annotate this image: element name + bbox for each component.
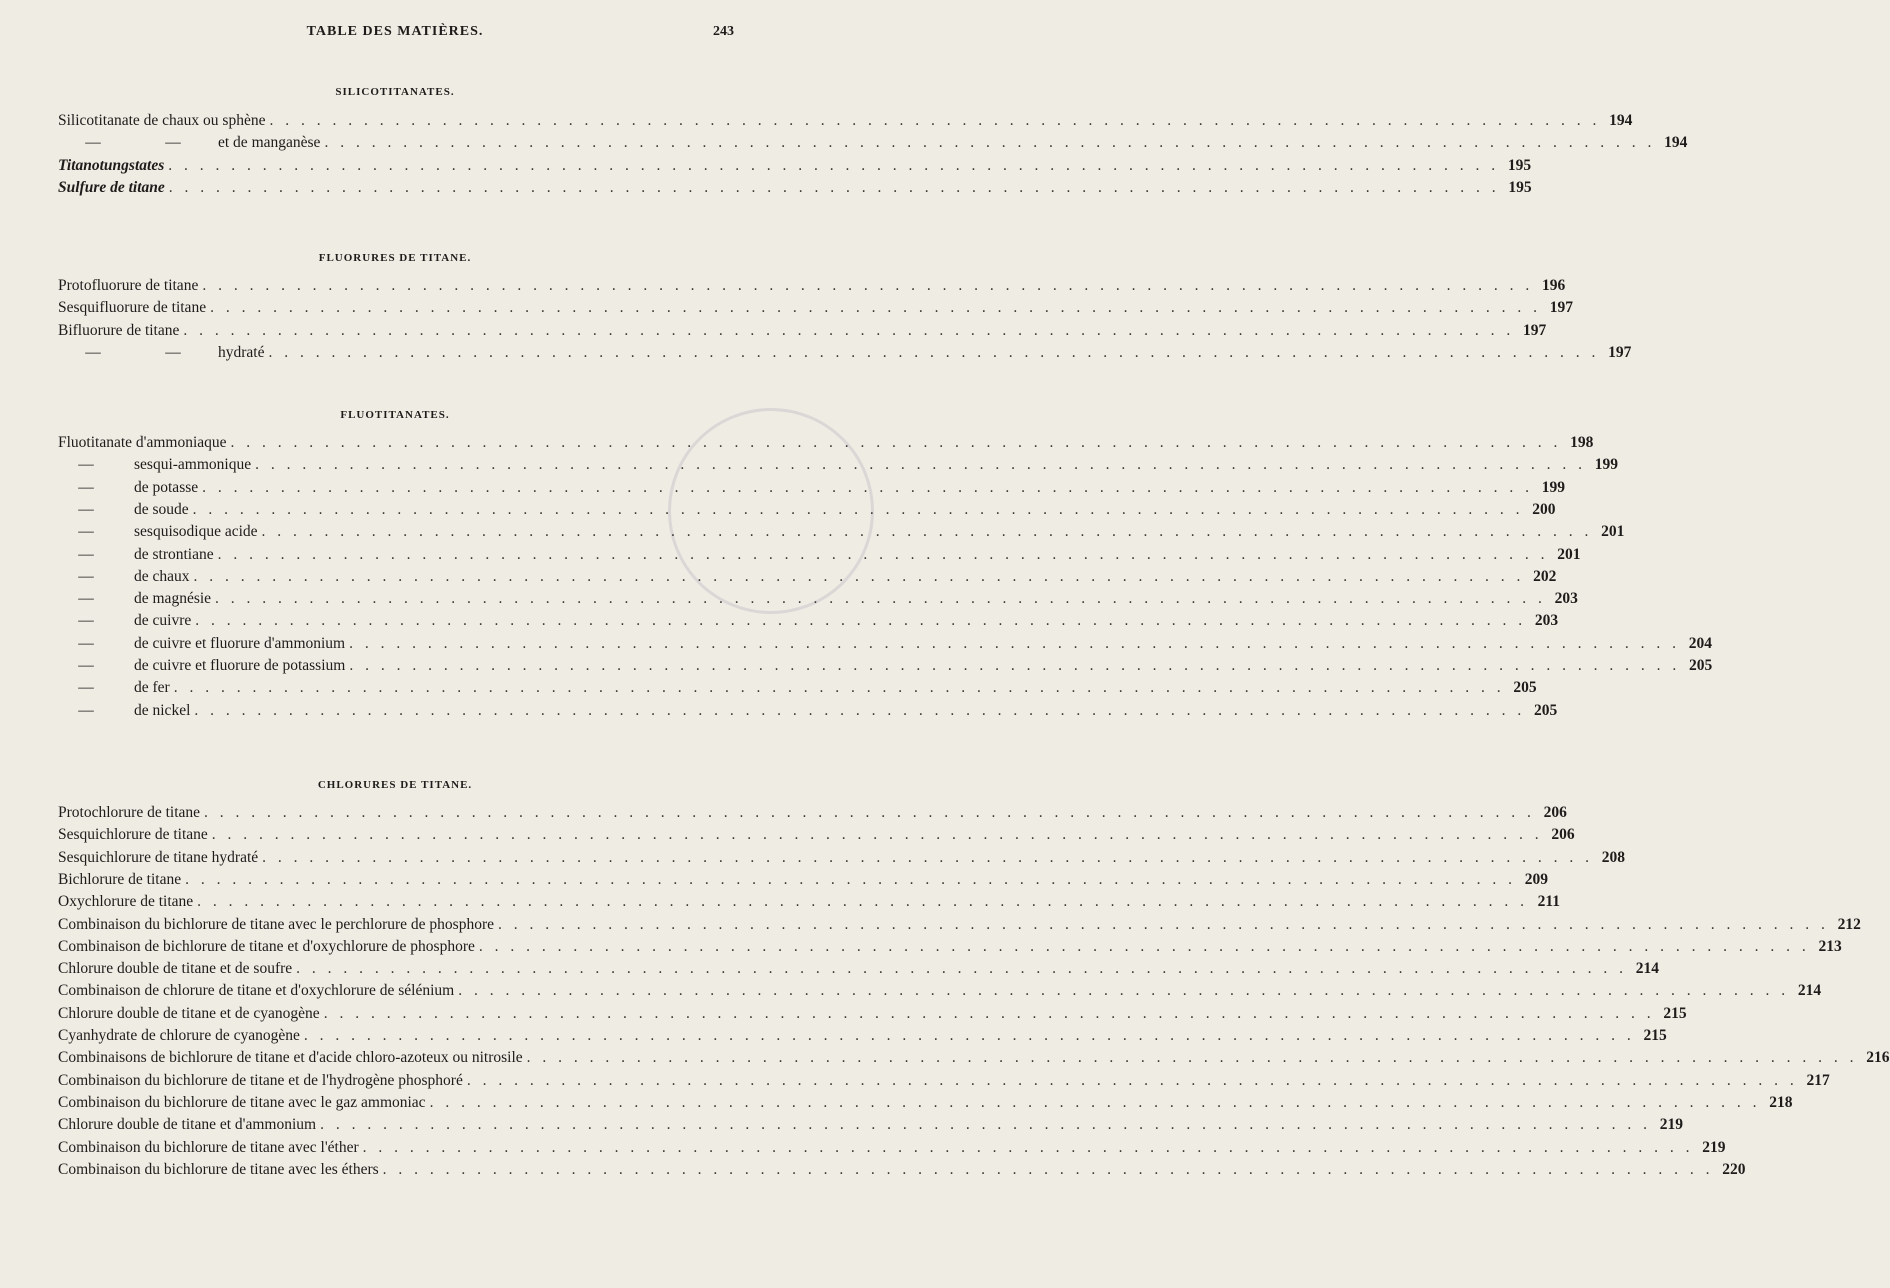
ditto-dash: — xyxy=(78,612,94,630)
ditto-dash: — xyxy=(78,567,94,585)
ditto-dash: — xyxy=(78,545,94,563)
entry-label: Fluotitanate d'ammoniaque xyxy=(58,434,227,451)
entry-label: Cyanhydrate de chlorure de cyanogène xyxy=(58,1027,300,1044)
section-heading: CHLORURES DE TITANE. xyxy=(317,779,473,791)
entry-page-number: 194 xyxy=(1664,134,1688,152)
page-number: 243 xyxy=(713,24,734,39)
toc-entry xyxy=(58,677,1537,699)
entry-label: Combinaison de bichlorure de titane et d'oxychlorure de phosphore xyxy=(58,937,475,955)
entry-page-number: 197 xyxy=(1523,321,1547,339)
dot-leader: . . . . . . . . . . . . . . . . . . . . . . . . . . . . . . . . . . . . . . . . . . . . . . . . . . . . . . . . . . . . . . . . . . . . . . . . . . . . . . . . . . . . . xyxy=(210,299,1541,317)
entry-page-number: 197 xyxy=(1608,343,1632,361)
dot-leader: . . . . . . . . . . . . . . . . . . . . . . . . . . . . . . . . . . . . . . . . . . . . . . . . . . . . . . . . . . . . . . . . . . . . . . . . . . . . . . . . . . . . . xyxy=(261,523,1593,541)
entry-page-number: 214 xyxy=(1797,982,1822,1000)
entry-label: Combinaison du bichlorure de titane avec l'éther xyxy=(58,1138,359,1156)
dot-leader: . . . . . . . . . . . . . . . . . . . . . . . . . . . . . . . . . . . . . . . . . . . . . . . . . . . . . . . . . . . . . . . . . . . . . . . . . . . . . . . . . . . . . xyxy=(202,277,1534,294)
ditto-dash: — xyxy=(165,343,181,361)
dot-leader: . . . . . . . . . . . . . . . . . . . . . . . . . . . . . . . . . . . . . . . . . . . . . . . . . . . . . . . . . . . . . . . . . . . . . . . . . . . . . . . . . . . . . xyxy=(458,982,1790,1000)
entry-label: Sesquichlorure de titane hydraté xyxy=(58,848,259,866)
entry-page-number: 206 xyxy=(1543,804,1567,821)
entry-page-number: 196 xyxy=(1541,277,1566,294)
entry-label: de potasse xyxy=(134,478,199,496)
section-heading: FLUOTITANATES. xyxy=(340,409,450,421)
dot-leader: . . . . . . . . . . . . . . . . . . . . . . . . . . . . . . . . . . . . . . . . . . . . . . . . . . . . . . . . . . . . . . . . . . . . . . . . . . . . . . . . . . . . . xyxy=(362,1138,1694,1156)
toc-entry xyxy=(58,980,1822,1002)
entry-page-number: 195 xyxy=(1507,156,1532,174)
entry-label: Combinaison du bichlorure de titane et de l'hydrogène phosphoré xyxy=(58,1071,463,1089)
entry-page-number: 194 xyxy=(1609,112,1633,129)
dot-leader: . . . . . . . . . . . . . . . . . . . . . . . . . . . . . . . . . . . . . . . . . . . . . . . . . . . . . . . . . . . . . . . . . . . . . . . . . . . . . . . . . . . . . xyxy=(202,478,1534,496)
dot-leader: . . . . . . . . . . . . . . . . . . . . . . . . . . . . . . . . . . . . . . . . . . . . . . . . . . . . . . . . . . . . . . . . . . . . . . . . . . . . . . . . . . . . . xyxy=(168,156,1500,174)
toc-entry xyxy=(58,958,1660,980)
entry-label: Sulfure de titane xyxy=(58,178,165,196)
entry-label: Protofluorure de titane xyxy=(58,277,199,294)
dot-leader: . . . . . . . . . . . . . . . . . . . . . . . . . . . . . . . . . . . . . . . . . . . . . . . . . . . . . . . . . . . . . . . . . . . . . . . . . . . . . . . . . . . . . xyxy=(173,679,1505,697)
entry-page-number: 203 xyxy=(1554,590,1578,608)
toc-entry xyxy=(58,891,1561,913)
entry-label: Combinaisons de bichlorure de titane et d'acide chloro-azoteux ou nitrosile xyxy=(58,1049,523,1067)
entry-label: Silicotitanate de chaux ou sphène xyxy=(58,112,266,129)
dot-leader: . . . . . . . . . . . . . . . . . . . . . . . . . . . . . . . . . . . . . . . . . . . . . . . . . . . . . . . . . . . . . . . . . . . . . . . . . . . . . . . . . . . . . xyxy=(211,826,1543,844)
entry-label: Combinaison du bichlorure de titane avec les éthers xyxy=(58,1160,379,1178)
entry-page-number: 208 xyxy=(1601,848,1626,866)
ditto-dash: — xyxy=(78,478,94,496)
ditto-dash: — xyxy=(78,679,94,697)
entry-page-number: 200 xyxy=(1532,500,1556,518)
entry-label: Titanotungstates xyxy=(58,156,165,174)
dot-leader: . . . . . . . . . . . . . . . . . . . . . . . . . . . . . . . . . . . . . . . . . . . . . . . . . . . . . . . . . . . . . . . . . . . . . . . . . . . . . . . . . . . . . xyxy=(185,870,1516,888)
toc-entry xyxy=(58,824,1575,846)
toc-entry xyxy=(58,1070,1830,1092)
entry-page-number: 199 xyxy=(1541,478,1566,496)
entry-page-number: 205 xyxy=(1688,657,1713,674)
ditto-dash: — xyxy=(78,701,94,719)
entry-label: de nickel xyxy=(134,701,191,719)
dot-leader: . . . . . . . . . . . . . . . . . . . . . . . . . . . . . . . . . . . . . . . . . . . . . . . . . . . . . . . . . . . . . . . . . . . . . . . . . . . . . . . . . . . . . xyxy=(262,848,1594,866)
dot-leader: . . . . . . . . . . . . . . . . . . . . . . . . . . . . . . . . . . . . . . . . . . . . . . . . . . . . . . . . . . . . . . . . . . . . . . . . . . . . . . . . . . . . . xyxy=(168,178,1500,196)
entry-page-number: 218 xyxy=(1769,1093,1793,1111)
dot-leader: . . . . . . . . . . . . . . . . . . . . . . . . . . . . . . . . . . . . . . . . . . . . . . . . . . . . . . . . . . . . . . . . . . . . . . . . . . . . . . . . . . . . . xyxy=(217,545,1549,563)
entry-page-number: 219 xyxy=(1659,1116,1683,1134)
dot-leader: . . . . . . . . . . . . . . . . . . . . . . . . . . . . . . . . . . . . . . . . . . . . . . . . . . . . . . . . . . . . . . . . . . . . . . . . . . . . . . . . . . . . . xyxy=(255,456,1586,474)
entry-page-number: 201 xyxy=(1601,523,1625,541)
entry-label: Combinaison de chlorure de titane et d'oxychlorure de sélénium xyxy=(58,982,455,1000)
entry-label: de soude xyxy=(134,500,189,518)
toc-entry xyxy=(58,297,1573,319)
entry-page-number: 204 xyxy=(1688,634,1712,652)
dot-leader: . . . . . . . . . . . . . . . . . . . . . . . . . . . . . . . . . . . . . . . . . . . . . . . . . . . . . . . . . . . . . . . . . . . . . . . . . . . . . . . . . . . . . xyxy=(193,567,1525,585)
entry-label: et de manganèse xyxy=(218,134,321,152)
entry-label: Chlorure double de titane et d'ammonium xyxy=(58,1116,317,1134)
dot-leader: . . . . . . . . . . . . . . . . . . . . . . . . . . . . . . . . . . . . . . . . . . . . . . . . . . . . . . . . . . . . . . . . . . . . . . . . . . . . . . . . . . . . . xyxy=(268,343,1600,361)
toc-entry xyxy=(58,454,1618,476)
entry-page-number: 203 xyxy=(1534,612,1559,630)
dot-leader: . . . . . . . . . . . . . . . . . . . . . . . . . . . . . . . . . . . . . . . . . . . . . . . . . . . . . . . . . . . . . . . . . . . . . . . . . . . . . . . . . . . . . xyxy=(269,112,1601,129)
section-heading: SILICOTITANATES. xyxy=(335,86,455,98)
toc-entry xyxy=(58,914,1861,936)
entry-page-number: 214 xyxy=(1635,960,1660,978)
ditto-dash: — xyxy=(78,500,94,518)
entry-page-number: 198 xyxy=(1570,434,1594,451)
entry-page-number: 212 xyxy=(1837,915,1861,933)
toc-entry xyxy=(58,655,1713,677)
ditto-dash: — xyxy=(78,456,94,474)
entry-label: Bichlorure de titane xyxy=(58,870,182,888)
entry-label: de strontiane xyxy=(134,545,214,563)
toc-entry xyxy=(58,1025,1667,1047)
entry-page-number: 215 xyxy=(1643,1027,1667,1044)
page-title: TABLE DES MATIÈRES. xyxy=(306,24,484,39)
dot-leader: . . . . . . . . . . . . . . . . . . . . . . . . . . . . . . . . . . . . . . . . . . . . . . . . . . . . . . . . . . . . . . . . . . . . . . . . . . . . . . . . . . . . . xyxy=(194,701,1526,719)
entry-label: de cuivre xyxy=(134,612,192,630)
toc-entry xyxy=(58,155,1532,177)
entry-label: Chlorure double de titane et de cyanogène xyxy=(58,1004,320,1022)
entry-label: sesqui-ammonique xyxy=(134,456,252,474)
entry-label: Combinaison du bichlorure de titane avec le gaz ammoniac xyxy=(58,1093,426,1111)
ditto-dash: — xyxy=(165,134,181,152)
toc-entry xyxy=(58,588,1578,610)
dot-leader: . . . . . . . . . . . . . . . . . . . . . . . . . . . . . . . . . . . . . . . . . . . . . . . . . . . . . . . . . . . . . . . . . . . . . . . . . . . . . . . . . . . . . xyxy=(478,937,1810,955)
entry-label: Sesquifluorure de titane xyxy=(58,299,207,317)
toc-entry xyxy=(58,110,1633,132)
entry-label: de fer xyxy=(134,679,170,697)
toc-entry xyxy=(58,1092,1793,1114)
entry-label: Oxychlorure de titane xyxy=(58,893,194,911)
toc-entry xyxy=(58,320,1547,342)
entry-page-number: 199 xyxy=(1594,456,1618,474)
dot-leader: . . . . . . . . . . . . . . . . . . . . . . . . . . . . . . . . . . . . . . . . . . . . . . . . . . . . . . . . . . . . . . . . . . . . . . . . . . . . . . . . . . . . . xyxy=(466,1071,1798,1089)
toc-entry xyxy=(58,342,1632,364)
dot-leader: . . . . . . . . . . . . . . . . . . . . . . . . . . . . . . . . . . . . . . . . . . . . . . . . . . . . . . . . . . . . . . . . . . . . . . . . . . . . . . . . . . . . . xyxy=(197,893,1529,911)
entry-label: sesquisodique acide xyxy=(134,523,258,541)
entry-label: Combinaison du bichlorure de titane avec le perchlorure de phosphore xyxy=(58,915,495,933)
toc-entry xyxy=(58,869,1548,891)
dot-leader: . . . . . . . . . . . . . . . . . . . . . . . . . . . . . . . . . . . . . . . . . . . . . . . . . . . . . . . . . . . . . . . . . . . . . . . . . . . . . . . . . . . . . xyxy=(204,804,1535,821)
toc-entry xyxy=(58,847,1626,869)
toc-entry xyxy=(58,177,1532,199)
entry-page-number: 220 xyxy=(1722,1160,1746,1178)
toc-entry xyxy=(58,1003,1687,1025)
entry-page-number: 219 xyxy=(1702,1138,1726,1156)
entry-page-number: 211 xyxy=(1537,893,1561,911)
toc-entry xyxy=(58,1159,1746,1181)
entry-label: de cuivre et fluorure de potassium xyxy=(134,657,346,674)
entry-page-number: 206 xyxy=(1551,826,1575,844)
toc-entry xyxy=(58,477,1566,499)
running-header xyxy=(56,24,734,46)
ditto-dash: — xyxy=(85,134,101,152)
dot-leader: . . . . . . . . . . . . . . . . . . . . . . . . . . . . . . . . . . . . . . . . . . . . . . . . . . . . . . . . . . . . . . . . . . . . . . . . . . . . . . . . . . . . . xyxy=(320,1116,1651,1134)
dot-leader: . . . . . . . . . . . . . . . . . . . . . . . . . . . . . . . . . . . . . . . . . . . . . . . . . . . . . . . . . . . . . . . . . . . . . . . . . . . . . . . . . . . . . xyxy=(303,1027,1635,1044)
dot-leader: . . . . . . . . . . . . . . . . . . . . . . . . . . . . . . . . . . . . . . . . . . . . . . . . . . . . . . . . . . . . . . . . . . . . . . . . . . . . . . . . . . . . . xyxy=(324,134,1656,152)
entry-label: Bifluorure de titane xyxy=(58,321,180,339)
dot-leader: . . . . . . . . . . . . . . . . . . . . . . . . . . . . . . . . . . . . . . . . . . . . . . . . . . . . . . . . . . . . . . . . . . . . . . . . . . . . . . . . . . . . . xyxy=(349,657,1681,674)
toc-entry xyxy=(58,700,1558,722)
dot-leader: . . . . . . . . . . . . . . . . . . . . . . . . . . . . . . . . . . . . . . . . . . . . . . . . . . . . . . . . . . . . . . . . . . . . . . . . . . . . . . . . . . . . . xyxy=(526,1049,1858,1067)
ditto-dash: — xyxy=(78,523,94,541)
section-heading: FLUORURES DE TITANE. xyxy=(318,252,472,264)
toc-entry xyxy=(58,521,1625,543)
toc-entry xyxy=(58,566,1557,588)
toc-entry xyxy=(58,132,1688,154)
toc-entry xyxy=(58,499,1556,521)
entry-label: hydraté xyxy=(218,343,265,361)
dot-leader: . . . . . . . . . . . . . . . . . . . . . . . . . . . . . . . . . . . . . . . . . . . . . . . . . . . . . . . . . . . . . . . . . . . . . . . . . . . . . . . . . . . . . xyxy=(192,500,1524,518)
ditto-dash: — xyxy=(78,657,94,674)
toc-entry xyxy=(58,1137,1726,1159)
entry-page-number: 213 xyxy=(1818,937,1842,955)
entry-page-number: 216 xyxy=(1866,1049,1890,1067)
dot-leader: . . . . . . . . . . . . . . . . . . . . . . . . . . . . . . . . . . . . . . . . . . . . . . . . . . . . . . . . . . . . . . . . . . . . . . . . . . . . . . . . . . . . . xyxy=(183,321,1515,339)
entry-page-number: 209 xyxy=(1524,870,1548,888)
entry-page-number: 195 xyxy=(1508,178,1532,196)
entry-label: de magnésie xyxy=(134,590,212,608)
dot-leader: . . . . . . . . . . . . . . . . . . . . . . . . . . . . . . . . . . . . . . . . . . . . . . . . . . . . . . . . . . . . . . . . . . . . . . . . . . . . . . . . . . . . . xyxy=(215,590,1546,608)
entry-page-number: 205 xyxy=(1534,701,1558,719)
dot-leader: . . . . . . . . . . . . . . . . . . . . . . . . . . . . . . . . . . . . . . . . . . . . . . . . . . . . . . . . . . . . . . . . . . . . . . . . . . . . . . . . . . . . . xyxy=(323,1004,1655,1022)
entry-page-number: 205 xyxy=(1513,679,1537,697)
ditto-dash: — xyxy=(78,590,94,608)
dot-leader: . . . . . . . . . . . . . . . . . . . . . . . . . . . . . . . . . . . . . . . . . . . . . . . . . . . . . . . . . . . . . . . . . . . . . . . . . . . . . . . . . . . . . xyxy=(498,915,1829,933)
toc-entry xyxy=(58,544,1581,566)
toc-entry xyxy=(58,1047,1890,1069)
entry-page-number: 197 xyxy=(1549,299,1573,317)
entry-page-number: 202 xyxy=(1533,567,1557,585)
entry-page-number: 215 xyxy=(1663,1004,1687,1022)
entry-label: Chlorure double de titane et de soufre xyxy=(58,960,293,978)
dot-leader: . . . . . . . . . . . . . . . . . . . . . . . . . . . . . . . . . . . . . . . . . . . . . . . . . . . . . . . . . . . . . . . . . . . . . . . . . . . . . . . . . . . . . xyxy=(349,634,1680,652)
entry-label: de chaux xyxy=(134,567,190,585)
dot-leader: . . . . . . . . . . . . . . . . . . . . . . . . . . . . . . . . . . . . . . . . . . . . . . . . . . . . . . . . . . . . . . . . . . . . . . . . . . . . . . . . . . . . . xyxy=(230,434,1562,451)
toc-entry xyxy=(58,936,1842,958)
entry-label: Protochlorure de titane xyxy=(58,804,201,821)
toc-entry xyxy=(58,275,1566,297)
ditto-dash: — xyxy=(78,634,94,652)
dot-leader: . . . . . . . . . . . . . . . . . . . . . . . . . . . . . . . . . . . . . . . . . . . . . . . . . . . . . . . . . . . . . . . . . . . . . . . . . . . . . . . . . . . . . xyxy=(296,960,1628,978)
ditto-dash: — xyxy=(85,343,101,361)
dot-leader: . . . . . . . . . . . . . . . . . . . . . . . . . . . . . . . . . . . . . . . . . . . . . . . . . . . . . . . . . . . . . . . . . . . . . . . . . . . . . . . . . . . . . xyxy=(382,1160,1714,1178)
entry-page-number: 201 xyxy=(1557,545,1581,563)
toc-entry xyxy=(58,610,1559,632)
toc-entry xyxy=(58,432,1594,454)
toc-entry xyxy=(58,1114,1683,1136)
dot-leader: . . . . . . . . . . . . . . . . . . . . . . . . . . . . . . . . . . . . . . . . . . . . . . . . . . . . . . . . . . . . . . . . . . . . . . . . . . . . . . . . . . . . . xyxy=(195,612,1527,630)
entry-page-number: 217 xyxy=(1806,1071,1830,1089)
dot-leader: . . . . . . . . . . . . . . . . . . . . . . . . . . . . . . . . . . . . . . . . . . . . . . . . . . . . . . . . . . . . . . . . . . . . . . . . . . . . . . . . . . . . . xyxy=(429,1093,1761,1111)
entry-label: Sesquichlorure de titane xyxy=(58,826,208,844)
toc-entry xyxy=(58,802,1567,824)
entry-label: de cuivre et fluorure d'ammonium xyxy=(134,634,346,652)
toc-entry xyxy=(58,633,1712,655)
